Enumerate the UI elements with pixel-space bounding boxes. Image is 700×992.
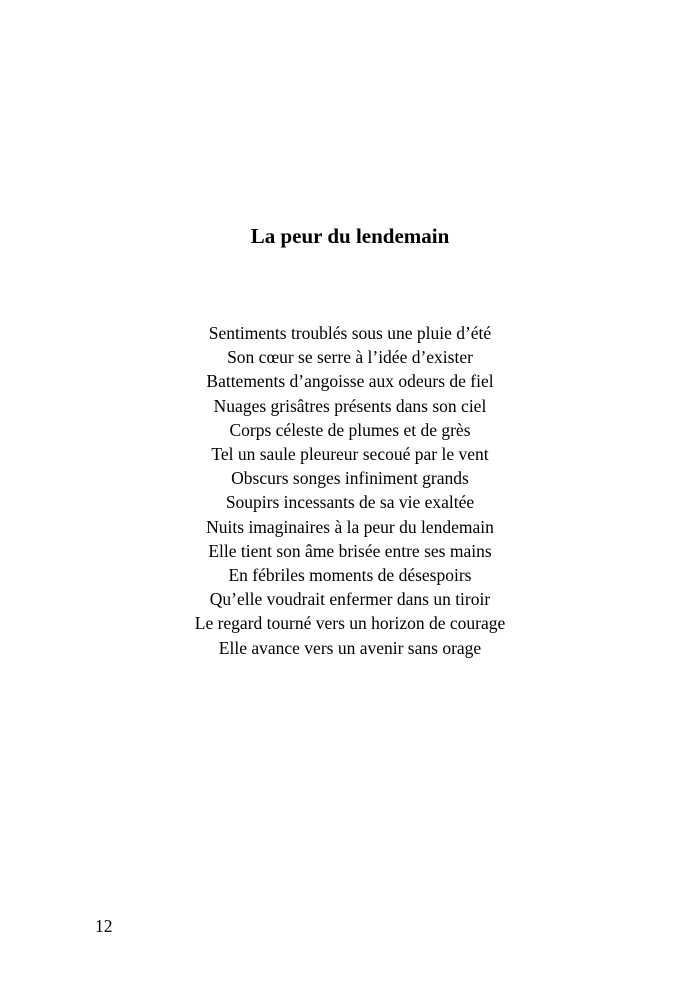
poem-line: Le regard tourné vers un horizon de courage bbox=[194, 613, 506, 634]
poem-line: Nuages grisâtres présents dans son ciel bbox=[213, 395, 487, 416]
poem-line: Son cœur se serre à l’idée d’exister bbox=[227, 347, 473, 368]
poem-line: Nuits imaginaires à la peur du lendemain bbox=[206, 516, 494, 537]
poem-line: Elle tient son âme brisée entre ses mains bbox=[208, 540, 492, 561]
poem-line: Soupirs incessants de sa vie exaltée bbox=[225, 492, 475, 513]
poem-line: Sentiments troublés sous une pluie d’été bbox=[208, 323, 492, 343]
poem-line: Corps céleste de plumes et de grès bbox=[229, 419, 471, 440]
poem-line: Battements d’angoisse aux odeurs de fiel bbox=[206, 371, 494, 392]
page-number: 12 bbox=[95, 916, 113, 936]
poem-line: En fébriles moments de désespoirs bbox=[228, 565, 472, 586]
poem-title: La peur du lendemain bbox=[250, 224, 450, 248]
poem-line: Tel un saule pleureur secoué par le vent bbox=[211, 444, 489, 465]
poem-line: Obscurs songes infiniment grands bbox=[231, 468, 469, 489]
poem-line: Qu’elle voudrait enfermer dans un tiroir bbox=[209, 589, 491, 610]
poem-line: Elle avance vers un avenir sans orage bbox=[218, 637, 482, 658]
poem-body bbox=[0, 321, 700, 660]
